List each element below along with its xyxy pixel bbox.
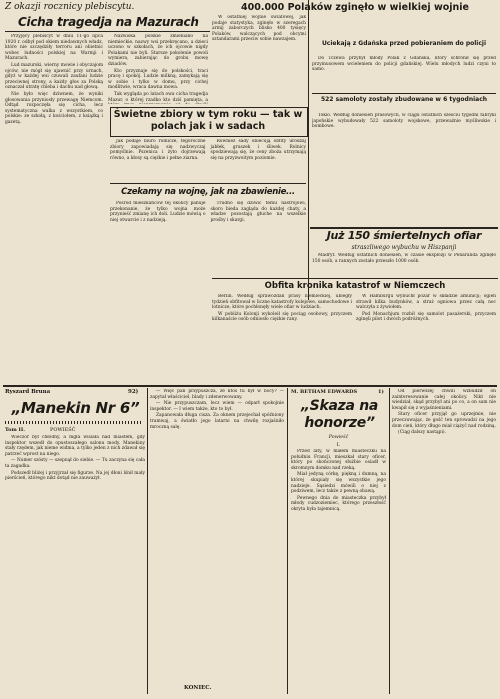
headline-swietne-zbiory: Świetne zbiory w tym roku — tak w polach jak i w sadach [113, 109, 303, 132]
paragraph: Pewnego dnia do miasteczka przybył młody cudzoziemiec, którego przeszłość okryta była tajemnicą. [291, 495, 386, 512]
paragraph: W Hamburgu wybuchł pożar w składzie amunicji; ogień strawił kilka budynków, a straż ogniowa przez całą noc walczyła z żywiołem. [356, 294, 496, 311]
skaza-col-right [392, 389, 496, 693]
column-rule [308, 0, 309, 300]
manekin-col-right [150, 389, 284, 681]
paragraph: Przed laty, w małem miasteczku na południu Francji, mieszkał stary oficer, który po skończonej służbie osiadł w skromnym domku nad rzeką. [291, 449, 386, 471]
kicker: Z okazji rocznicy plebiscytu. [5, 2, 135, 12]
title-skaza-na-honorze: „Skaza na honorze” [300, 398, 379, 431]
chapter-number: I. [336, 442, 341, 448]
paragraph: Berlin. Według sprawozdań prasy niemieckiej, ubiegły tydzień obfitował w liczne katastrofy kolejowe, samochodowe i lotnicze, które pochłonęły wiele ofiar w ludziach. [212, 294, 352, 311]
paragraph: W pobliżu Kolonji wykoleił się pociąg osobowy, przyczem kilkanaście osób odniosło ciężkie rany. [212, 311, 352, 323]
samoloty-text [312, 113, 496, 223]
paragraph: — Numer szósty — szepnął do siebie. — Tu zaczyna się cała ta zagadka. [5, 458, 145, 469]
paragraph: Pod Monachjum rozbił się samolot pasażerski, przyczem zginęli pilot i dwóch podróżnych. [356, 311, 496, 323]
column-rule [147, 388, 148, 694]
headline-522-samoloty: 522 samoloty zostały zbudowane w 6 tygodniach [320, 96, 488, 103]
paragraph: Zapanowała długa cisza. Za oknem przejechał spóźniony tramwaj, a światło jego latarni na chwilę rozjaśniło mroczną salę. [150, 413, 284, 430]
paragraph: Podszedł bliżej i przyjrzał się figurze. Na jej dłoni lśnił mały pierścień, którego nikt dotąd nie zauważył. [5, 470, 145, 482]
title-stripe [5, 421, 143, 424]
headline-underline [5, 31, 210, 32]
katastrofy-right [356, 294, 496, 382]
serial-genre: Powieść [328, 435, 349, 440]
headline-uciekaja-z-gdanska: Uciekają z Gdańska przed pobieraniem do policji [321, 40, 487, 47]
headline-kronika-katastrof: Obfita kronika katastrof w Niemczech [264, 281, 446, 291]
paragraph: Do Tczewa przybył młody Polak z Gdańska, który schronił się przed przymusowem wcieleniem do policji gdańskiej. Wielu młodych ludzi czyni to samo. [312, 56, 496, 73]
zbiory-text [110, 139, 306, 181]
paragraph: Trudno się dziwić temu nastrojowi, skoro bieda zagląda do każdej chaty, a władze pozostają głuche na wszelkie prośby i skargi. [210, 201, 306, 223]
serial-author: Ryszard Bruna [5, 389, 51, 395]
section-separator [3, 385, 497, 387]
manekin-col-left [5, 435, 145, 693]
paragraph: Nie było więc dziwnem, że wyniki głosowania przyniosły przewagę Niemcom. Odtąd rozpoczęła się cicha, lecz systematyczna walka z wszystkiem, co polskie: ze szkołą, z kościołem, z książką i gazetą. [5, 91, 103, 125]
title-manekin-nr-6: „Manekin Nr 6” [11, 399, 140, 417]
skaza-col-left [291, 449, 386, 693]
divider [212, 278, 498, 279]
column-rule [389, 388, 390, 694]
paragraph: Kto przyznaje się do polskości, traci pracę i spokój. Ludzie milkną, zamykają się w sobie i tylko w domu, przy cichej modlitwie, wraca dawna mowa. [108, 68, 208, 91]
paragraph: Przyjęcy plebiscyt w dniu 11-go lipca 1920 r. odbył pod okiem niedawnych władz, które nie szczędziły terroru ani obietnic wobec ludności polskiej na Warmji i Mazurach. [5, 34, 103, 62]
headline-czekamy-na-wojne: Czekamy na wojnę, jak na zbawienie... [121, 187, 295, 197]
polacy-text [212, 15, 306, 105]
cicha-col-right [108, 34, 208, 104]
paragraph: Od pierwszej chwili wzbudził on zainteresowanie całej okolicy. Nikt nie wiedział, skąd przybył ani po co, a on sam nie kwapił się z wyjaśnieniami. [392, 389, 496, 411]
paragraph: — Więc pan przypuszcza, że ktoś tu był w nocy? — zapytał właściciel, blady i zdenerwowany. [150, 389, 284, 400]
paragraph: Wieczór był chłodny, a mgła wisiała nad miastem, gdy inspektor wszedł do opustoszałego salonu mody. Manekiny stały rzędem, jak nieme widma, a tylko jeden z nich zdawał się patrzeć wprost na niego. [5, 435, 145, 457]
paragraph: Miał jedyną córkę, piękną i dumną, na której skupiały się wszystkie jego nadzieje. Sąsiedzi mówili o niej z podziwem, lecz także z pewną obawą. [291, 472, 386, 495]
serial-episode: 1) [378, 389, 384, 395]
serial-end-mark: KONIEC. [184, 685, 212, 691]
paragraph: Lud mazurski, wierny mowie i obyczajom ojców, nie mógł się ujawnić przy urnach, gdyż w każdej wsi czuwali zaufani ludzie przeciwnej strony, a każdy głos za Polską oznaczał utratę chleba i dachu nad głową. [5, 62, 103, 91]
serial-volume: Tom II. [5, 427, 25, 433]
subhead-hiszpania: straszliwego wybuchu w Hiszpanji [351, 244, 457, 251]
paragraph: Nazwiska polskie zmieniano na niemieckie, nazwy wsi przekręcano, a dzieci uczono w szkołach, że ich ojcowie nigdy Polakami nie byli. Starsze pokolenie powoli wymiera, zabierając do grobu mowę dziadów. [108, 34, 208, 67]
paragraph: Madryt. Według ostatnich doniesień, w czasie eksplozji w Penaranda zginęło 150 osób, a rannych zostało przeszło 1000 osób. [312, 253, 496, 264]
paragraph: — Nie przypuszczam, lecz wiem — odparł spokojnie inspektor. — I wiem także, kto to był. [150, 401, 284, 412]
hiszpania-text [312, 253, 496, 275]
serial-genre: POWIEŚĆ [50, 427, 76, 433]
paragraph: Pośród mieszkańców tej okolicy panuje przekonanie, że tylko wojna może przynieść zmianę ich doli. Ludzie mówią o niej otwarcie i z nadzieją. [110, 201, 206, 223]
serial-author: M. BETHAM EDWARDS [291, 389, 358, 395]
column-rule [287, 388, 288, 694]
katastrofy-left [212, 294, 352, 382]
headline-150-smiertelnych-ofiar: Już 150 śmiertelnych ofiar [326, 229, 482, 242]
uciekaja-text [312, 56, 496, 90]
headline-400000-polakow: 400.000 Polaków zginęło w wielkiej wojnie [241, 2, 469, 13]
paragraph: W ostatniej wojnie światowej, jak podaje statystyka, zginęło w szeregach armij zaborczych blisko 400 tysięcy Polaków, walczących pod obcymi sztandarami przeciw sobie nawzajem. [212, 15, 306, 43]
headline-cicha-tragedja: Cicha tragedja na Mazurach [18, 15, 199, 29]
cicha-col-left [5, 34, 103, 294]
paragraph: Jak podaje biuro rolnicze, tegoroczne zbiory zapowiadają się nadzwyczaj pomyślnie. Pszenica i żyto dojrzewają równo, a kłosy są ciężkie i pełne ziarna. [110, 139, 206, 161]
paragraph: Tak wygląda po latach owa cicha tragedja Mazur, o której rzadko kto dziś pamięta, a [108, 91, 208, 103]
serial-episode: 92) [128, 389, 139, 395]
paragraph: Tokio. Według doniesień prasowych, w ciągu ostatnich sześciu tygodni fabryki japońskie wybudowały 522 samoloty wojskowe, przeważnie myśliwskie i bombowe. [312, 113, 496, 130]
divider [312, 93, 496, 94]
paragraph: (Ciąg dalszy nastąpi). [398, 430, 446, 436]
divider [110, 183, 306, 184]
paragraph: Również sady obiecują obfity urodzaj jabłek, gruszek i śliwek. Rolnicy spodziewają się, że ceny zboża utrzymają się na przyzwoitym poziomie. [210, 139, 306, 161]
paragraph: Stary oficer przyjął go uprzejmie, nie przeczuwając, że gość ten sprowadzi na jego dom cień, który długo miał ciążyć nad rodziną. [392, 412, 496, 429]
